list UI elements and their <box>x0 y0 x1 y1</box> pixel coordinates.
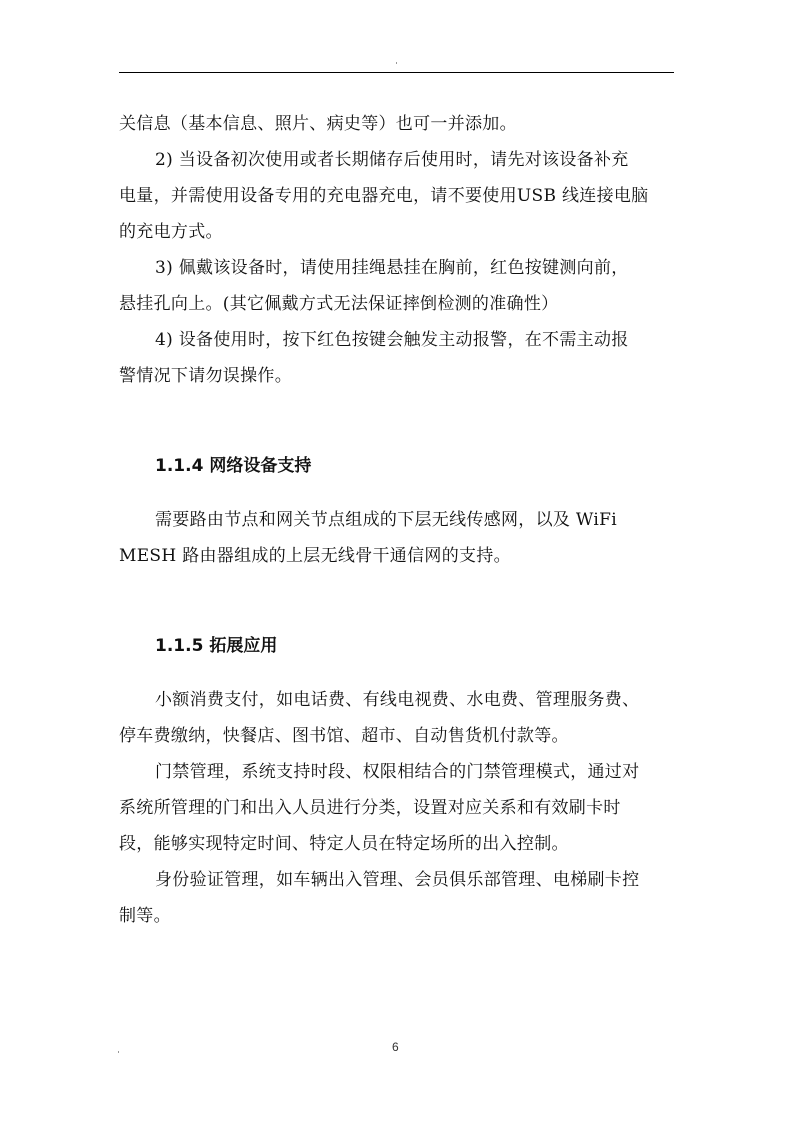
header-rule <box>119 72 674 73</box>
section-1-1-5-para2-line: 门禁管理，系统支持时段、权限相结合的门禁管理模式，通过对 <box>155 762 640 782</box>
footer-marker <box>118 1051 119 1053</box>
page-number: 6 <box>392 1040 399 1054</box>
list-item-3-line: 3) 佩戴该设备时，请使用挂绳悬挂在胸前，红色按键测向前， <box>155 258 629 278</box>
section-heading-1-1-5: 1.1.5 拓展应用 <box>155 636 278 656</box>
list-item-2-line: 2) 当设备初次使用或者长期储存后使用时，请先对该设备补充 <box>155 150 629 170</box>
section-1-1-5-para1-line: 小额消费支付，如电话费、有线电视费、水电费、管理服务费、 <box>155 690 640 710</box>
section-1-1-5-para2-line: 系统所管理的门和出入人员进行分类，设置对应关系和有效刷卡时 <box>119 798 621 818</box>
section-1-1-4-line: MESH 路由器组成的上层无线骨干通信网的支持。 <box>119 546 511 566</box>
section-1-1-5-para3-line: 身份验证管理，如车辆出入管理、会员俱乐部管理、电梯刷卡控 <box>155 870 640 890</box>
section-1-1-5-para3-line: 制等。 <box>119 906 171 926</box>
list-item-2-line: 电量，并需使用设备专用的充电器充电，请不要使用USB 线连接电脑 <box>119 186 649 206</box>
list-item-4-line: 4) 设备使用时，按下红色按键会触发主动报警，在不需主动报 <box>155 330 629 350</box>
section-heading-1-1-4: 1.1.4 网络设备支持 <box>155 456 312 476</box>
header-marker <box>396 62 397 64</box>
section-1-1-4-line: 需要路由节点和网关节点组成的下层无线传感网，以及 WiFi <box>155 510 617 530</box>
paragraph-line: 关信息（基本信息、照片、病史等）也可一并添加。 <box>119 114 517 134</box>
page-body <box>119 106 675 934</box>
section-1-1-5-para1-line: 停车费缴纳，快餐店、图书馆、超市、自动售货机付款等。 <box>119 726 569 746</box>
section-1-1-5-para2-line: 段，能够实现特定时间、特定人员在特定场所的出入控制。 <box>119 834 569 854</box>
list-item-4-line: 警情况下请勿误操作。 <box>119 366 292 386</box>
list-item-2-line: 的充电方式。 <box>119 222 223 242</box>
list-item-3-line: 悬挂孔向上。(其它佩戴方式无法保证摔倒检测的准确性） <box>119 294 559 314</box>
